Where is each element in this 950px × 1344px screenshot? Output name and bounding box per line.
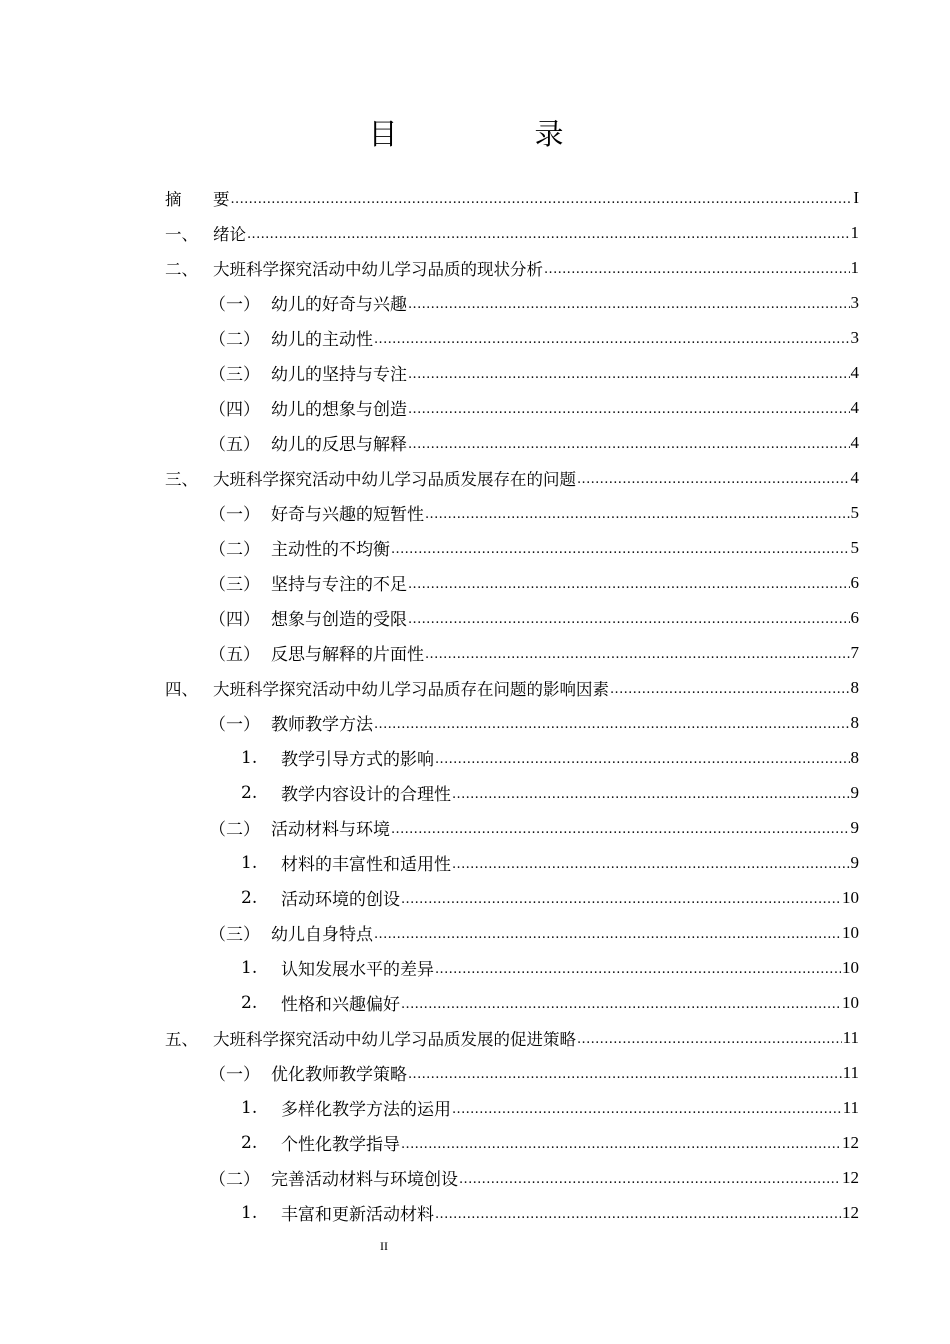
toc-entry-title: 多样化教学方法的运用 xyxy=(281,1100,451,1120)
toc-entry[interactable] xyxy=(165,390,859,425)
toc-entry[interactable] xyxy=(165,495,859,530)
dot-leader xyxy=(408,298,850,320)
toc-entry-page: 5 xyxy=(850,537,859,557)
toc-entry-title: 教师教学方法 xyxy=(271,715,373,735)
toc-entry-page: 10 xyxy=(842,992,859,1012)
dot-leader xyxy=(577,473,850,495)
toc-entry[interactable] xyxy=(165,880,859,915)
toc-entry-page: 10 xyxy=(842,957,859,977)
toc-entry-page: 1 xyxy=(850,222,859,242)
dot-leader xyxy=(401,998,841,1020)
toc-entry[interactable] xyxy=(165,250,859,285)
toc-entry-number: 三、 xyxy=(165,469,198,489)
dot-leader xyxy=(231,193,853,215)
toc-entry-page: 7 xyxy=(850,642,859,662)
toc-entry-page: 4 xyxy=(850,362,859,382)
dot-leader xyxy=(408,578,850,600)
toc-entry-title: 大班科学探究活动中幼儿学习品质发展的促进策略 xyxy=(213,1029,576,1049)
toc-entry-number: 摘 xyxy=(165,189,182,209)
toc-entry-title: 好奇与兴趣的短暂性 xyxy=(271,505,424,525)
toc-entry-title: 大班科学探究活动中幼儿学习品质存在问题的影响因素 xyxy=(213,679,609,699)
toc-entry-page: 11 xyxy=(842,1062,859,1082)
toc-entry-page: 9 xyxy=(850,817,859,837)
toc-entry[interactable] xyxy=(165,460,859,495)
toc-entry-title: 幼儿的坚持与专注 xyxy=(271,365,407,385)
toc-entry-title: 想象与创造的受限 xyxy=(271,610,407,630)
toc-entry-page: 4 xyxy=(850,397,859,417)
toc-entry-title: 完善活动材料与环境创设 xyxy=(271,1170,458,1190)
toc-entry-page: 8 xyxy=(850,677,859,697)
toc-entry-number: 四、 xyxy=(165,679,198,699)
dot-leader xyxy=(459,1173,841,1195)
toc-entry-title: 认知发展水平的差异 xyxy=(281,960,434,980)
toc-entry-title: 绪论 xyxy=(213,224,246,244)
toc-entry-title: 幼儿的主动性 xyxy=(271,330,373,350)
toc-entry-number: （一） xyxy=(209,715,260,735)
dot-leader xyxy=(408,1068,842,1090)
toc-entry-page: 8 xyxy=(850,712,859,732)
toc-entry[interactable] xyxy=(165,705,859,740)
toc-entry[interactable] xyxy=(165,740,859,775)
toc-entry-number: （三） xyxy=(209,365,260,385)
toc-entry-page: 9 xyxy=(850,782,859,802)
toc-entry-page: I xyxy=(853,187,859,207)
toc-entry-title: 大班科学探究活动中幼儿学习品质的现状分析 xyxy=(213,259,543,279)
toc-entry-title: 反思与解释的片面性 xyxy=(271,645,424,665)
dot-leader xyxy=(401,1138,841,1160)
toc-entry-page: 10 xyxy=(842,887,859,907)
dot-leader xyxy=(577,1033,842,1055)
toc-entry-title: 大班科学探究活动中幼儿学习品质发展存在的问题 xyxy=(213,469,576,489)
toc-entry-number: （五） xyxy=(209,435,260,455)
dot-leader xyxy=(452,1103,842,1125)
toc-entry-title: 坚持与专注的不足 xyxy=(271,575,407,595)
toc-entry-number: （三） xyxy=(209,925,260,945)
toc-entry-title: 活动材料与环境 xyxy=(271,820,390,840)
toc-entry-number: 1. xyxy=(241,957,258,978)
toc-entry-page: 3 xyxy=(850,292,859,312)
dot-leader xyxy=(425,648,850,670)
toc-entry-number: （二） xyxy=(209,330,260,350)
dot-leader xyxy=(391,543,850,565)
toc-entry[interactable] xyxy=(165,320,859,355)
toc-entry-page: 10 xyxy=(842,922,859,942)
toc-entry-number: 1. xyxy=(241,1202,258,1223)
toc-entry-page: 9 xyxy=(850,852,859,872)
toc-entry-number: （一） xyxy=(209,1065,260,1085)
dot-leader xyxy=(435,753,850,775)
toc-entry-page: 8 xyxy=(850,747,859,767)
dot-leader xyxy=(452,788,850,810)
toc-entry-title: 幼儿的想象与创造 xyxy=(271,400,407,420)
toc-entry-number: （二） xyxy=(209,1170,260,1190)
toc-entry-page: 1 xyxy=(850,257,859,277)
toc-entry-page: 5 xyxy=(850,502,859,522)
toc-entry[interactable] xyxy=(165,915,859,950)
toc-entry-number: 1. xyxy=(241,1097,258,1118)
toc-title: 目 录 xyxy=(368,117,618,151)
toc-entry-page: 12 xyxy=(842,1132,859,1152)
dot-leader xyxy=(374,333,850,355)
toc-entry-title: 教学内容设计的合理性 xyxy=(281,785,451,805)
dot-leader xyxy=(391,823,850,845)
toc-entry-page: 11 xyxy=(842,1027,859,1047)
toc-entry-title: 主动性的不均衡 xyxy=(271,540,390,560)
toc-entry-title: 幼儿的反思与解释 xyxy=(271,435,407,455)
toc-entry-number: （二） xyxy=(209,820,260,840)
toc-entry-page: 3 xyxy=(850,327,859,347)
toc-entry[interactable] xyxy=(165,1055,859,1090)
toc-entry-title: 幼儿的好奇与兴趣 xyxy=(271,295,407,315)
toc-entry-page: 6 xyxy=(850,607,859,627)
toc-entry-number: 2. xyxy=(241,782,258,803)
dot-leader xyxy=(408,613,850,635)
dot-leader xyxy=(435,963,841,985)
dot-leader xyxy=(401,893,841,915)
table-of-contents xyxy=(165,180,859,1230)
toc-entry-number: （一） xyxy=(209,505,260,525)
dot-leader xyxy=(425,508,850,530)
toc-entry-number: 2. xyxy=(241,992,258,1013)
toc-entry-number: （一） xyxy=(209,295,260,315)
toc-entry-number: 1. xyxy=(241,852,258,873)
dot-leader xyxy=(408,438,850,460)
dot-leader xyxy=(408,368,850,390)
dot-leader xyxy=(247,228,850,250)
toc-entry-page: 4 xyxy=(850,467,859,487)
dot-leader xyxy=(452,858,850,880)
toc-entry-number: （四） xyxy=(209,400,260,420)
toc-entry-number: 一、 xyxy=(165,224,198,244)
dot-leader xyxy=(544,263,850,285)
toc-entry-number: （四） xyxy=(209,610,260,630)
toc-entry-number: 2. xyxy=(241,1132,258,1153)
toc-entry-title: 活动环境的创设 xyxy=(281,890,400,910)
toc-entry-title: 要 xyxy=(213,189,230,209)
toc-entry[interactable] xyxy=(165,285,859,320)
toc-entry-number: 二、 xyxy=(165,259,198,279)
toc-entry[interactable] xyxy=(165,845,859,880)
dot-leader xyxy=(374,928,841,950)
toc-entry-title: 材料的丰富性和适用性 xyxy=(281,855,451,875)
toc-entry-title: 丰富和更新活动材料 xyxy=(281,1205,434,1225)
toc-entry[interactable] xyxy=(165,670,859,705)
toc-entry[interactable] xyxy=(165,635,859,670)
toc-entry[interactable] xyxy=(165,1160,859,1195)
toc-entry[interactable] xyxy=(165,1195,859,1230)
toc-entry-title: 个性化教学指导 xyxy=(281,1135,400,1155)
toc-entry-number: 五、 xyxy=(165,1029,198,1049)
toc-entry-number: 2. xyxy=(241,887,258,908)
toc-entry[interactable] xyxy=(165,530,859,565)
toc-entry-page: 12 xyxy=(842,1202,859,1222)
toc-entry-page: 12 xyxy=(842,1167,859,1187)
toc-entry[interactable] xyxy=(165,355,859,390)
toc-entry-title: 优化教师教学策略 xyxy=(271,1065,407,1085)
toc-entry-page: 11 xyxy=(842,1097,859,1117)
toc-entry-title: 教学引导方式的影响 xyxy=(281,750,434,770)
toc-entry-number: （五） xyxy=(209,645,260,665)
page-number-footer: II xyxy=(380,1239,388,1253)
toc-entry[interactable] xyxy=(165,600,859,635)
dot-leader xyxy=(610,683,850,705)
toc-entry[interactable] xyxy=(165,1090,859,1125)
dot-leader xyxy=(374,718,850,740)
toc-entry-title: 性格和兴趣偏好 xyxy=(281,995,400,1015)
toc-entry[interactable] xyxy=(165,775,859,810)
toc-entry[interactable] xyxy=(165,1020,859,1055)
dot-leader xyxy=(435,1208,841,1230)
toc-entry-title: 幼儿自身特点 xyxy=(271,925,373,945)
toc-entry[interactable] xyxy=(165,1125,859,1160)
toc-entry-page: 4 xyxy=(850,432,859,452)
toc-entry-number: 1. xyxy=(241,747,258,768)
toc-entry[interactable] xyxy=(165,810,859,845)
toc-entry-number: （三） xyxy=(209,575,260,595)
toc-entry[interactable] xyxy=(165,985,859,1020)
toc-entry[interactable] xyxy=(165,425,859,460)
toc-entry[interactable] xyxy=(165,180,859,215)
toc-entry[interactable] xyxy=(165,950,859,985)
dot-leader xyxy=(408,403,850,425)
toc-entry[interactable] xyxy=(165,565,859,600)
toc-entry[interactable] xyxy=(165,215,859,250)
toc-entry-number: （二） xyxy=(209,540,260,560)
toc-entry-page: 6 xyxy=(850,572,859,592)
